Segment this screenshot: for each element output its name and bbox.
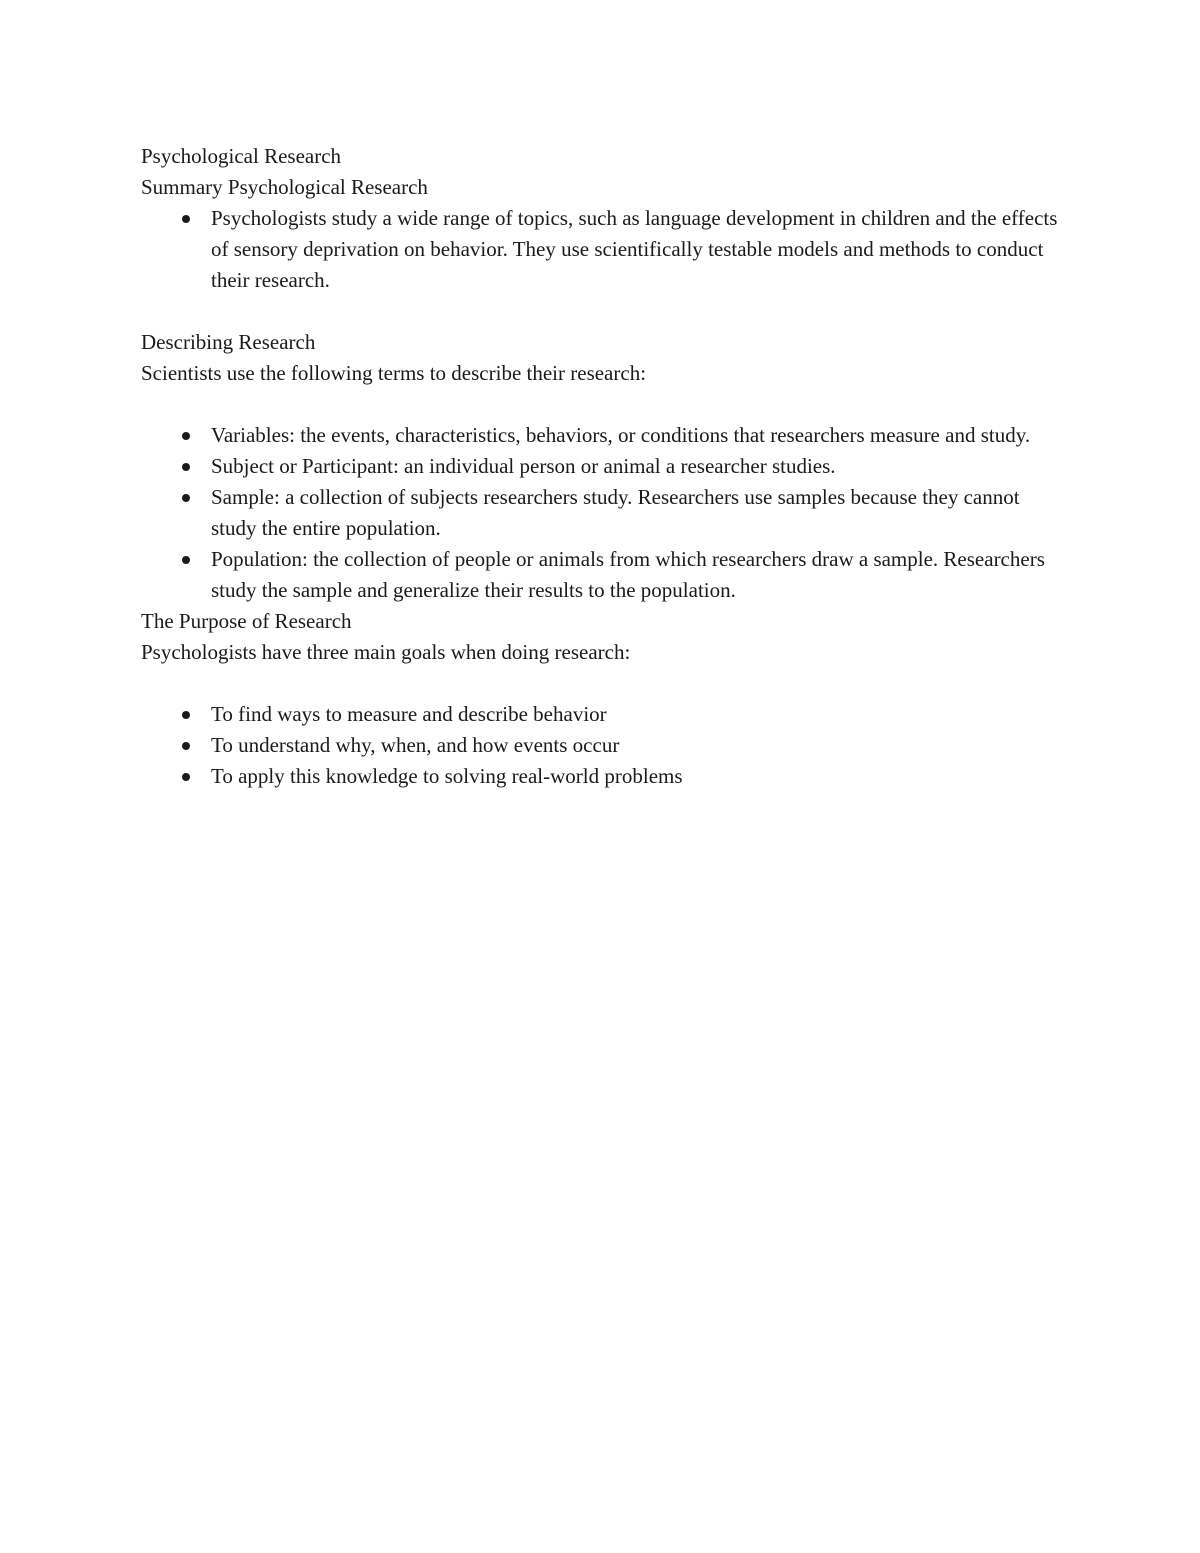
spacer: [141, 296, 1060, 327]
list-item: [141, 699, 1061, 730]
summary-list: [141, 203, 1060, 296]
list-item-text: Sample: a collection of subjects researchers study. Researchers use samples because they cannot study the entire population.: [211, 485, 1020, 540]
describing-list: [141, 420, 1060, 606]
describing-intro: Scientists use the following terms to describe their research:: [141, 361, 647, 385]
list-item: [141, 451, 1061, 482]
list-item: [141, 761, 1061, 792]
list-item-text: To apply this knowledge to solving real-world problems: [211, 764, 683, 788]
bullet-icon: [182, 711, 190, 719]
list-item-text: Psychologists study a wide range of topics, such as language development in children and the effects of sensory deprivation on behavior. They use scientifically testable models and methods to conduct their research.: [211, 206, 1058, 292]
list-item-text: To understand why, when, and how events occur: [211, 733, 620, 757]
list-item: [141, 730, 1061, 761]
purpose-list: [141, 699, 1060, 792]
bullet-icon: [182, 742, 190, 750]
list-item: [141, 544, 1061, 606]
list-item-text: Subject or Participant: an individual person or animal a researcher studies.: [211, 454, 836, 478]
bullet-icon: [182, 463, 190, 471]
describing-heading: Describing Research: [141, 330, 316, 354]
list-item-text: To find ways to measure and describe behavior: [211, 702, 607, 726]
purpose-heading: The Purpose of Research: [141, 609, 352, 633]
list-item-text: Population: the collection of people or animals from which researchers draw a sample. Researchers study the sample and generalize their results to the population.: [211, 547, 1045, 602]
list-item: [141, 420, 1061, 451]
bullet-icon: [182, 556, 190, 564]
summary-heading: Summary Psychological Research: [141, 175, 428, 199]
spacer: [141, 389, 1060, 420]
spacer: [141, 668, 1060, 699]
document-title: Psychological Research: [141, 144, 342, 168]
bullet-icon: [182, 215, 190, 223]
list-item: [141, 203, 1061, 296]
bullet-icon: [182, 494, 190, 502]
bullet-icon: [182, 432, 190, 440]
bullet-icon: [182, 773, 190, 781]
list-item-text: Variables: the events, characteristics, behaviors, or conditions that researchers measure and study.: [211, 423, 1031, 447]
list-item: [141, 482, 1061, 544]
purpose-intro: Psychologists have three main goals when doing research:: [141, 640, 631, 664]
